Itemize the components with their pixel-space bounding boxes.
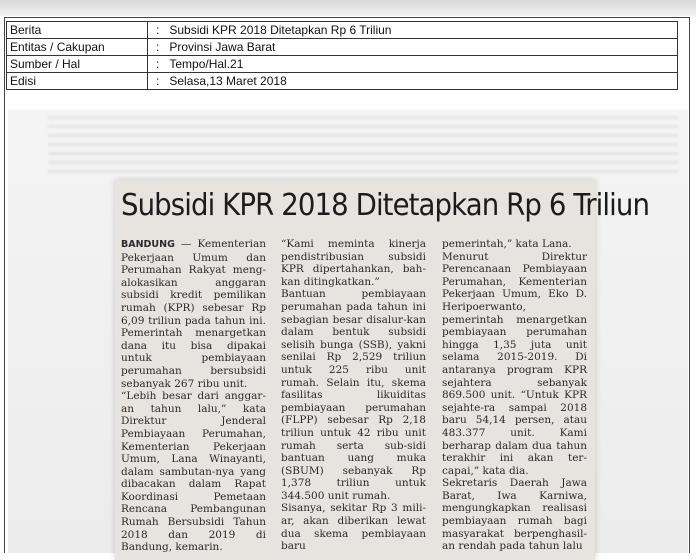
bleed-through-text [48, 116, 678, 178]
meta-value: Subsidi KPR 2018 Ditetapkan Rp 6 Triliun [169, 22, 392, 37]
article-dateline: BANDUNG [121, 239, 175, 250]
meta-value: Selasa,13 Maret 2018 [169, 73, 287, 88]
meta-value: Tempo/Hal.21 [169, 56, 244, 71]
meta-label: Berita [7, 22, 148, 39]
meta-row-edisi [7, 73, 678, 90]
meta-value-cell [148, 56, 678, 73]
meta-value: Provinsi Jawa Barat [169, 39, 276, 54]
article-column-1-text: — Kementerian Pekerjaan Umum dan Perumahan Rakyat meng-alokasikan anggaran subsidi kredit pemilikan rumah (KPR) sebesar Rp 6,09 triliun pada tahun ini. Pemerintah menargetkan dana itu bisa dipakai untuk pembiayaan perumahan bersubsidi sebanyak 267 ribu unit. “Lebih besar dari anggar-an tahun lalu,” kata Direktur Jenderal Pembiayaan Perumahan, Kementerian Pekerjaan Umum, Lana Winayanti, dalam sambutan-nya yang dibacakan dalam Rapat Koordinasi Pemetaan Rencana Pembangunan Rumah Bersubsidi Tahun 2018 dan 2019 di Bandung, kemarin. [121, 238, 266, 554]
meta-row-sumber [7, 56, 678, 73]
meta-separator: : [156, 39, 160, 54]
metadata-table [6, 21, 678, 90]
meta-row-berita [7, 22, 678, 39]
meta-row-entitas [7, 39, 678, 56]
meta-label: Sumber / Hal [7, 56, 148, 73]
article-column-3: pemerintah,” kata Lana. Menurut Direktur Perencanaan Pembiayaan Perumahan, Kementerian Pekerjaan Umum, Eko D. Heripoerwanto, pemerintah menargetkan pembiayaan perumahan hingga 1,35 juta unit selama 2015-2019. Di antaranya program KPR sejahtera sebanyak 869.500 unit. “Untuk KPR sejahte-ra sampai 2018 baru 54,14 persen, atau 483.377 unit. Kami berharap dalam dua tahun terakhir ini akan ter-capai,” kata dia. Sekretaris Daerah Jawa Barat, Iwa Karniwa, mengungkapkan realisasi pembiayaan rumah bagi masyarakat berpenghasil-an rendah pada tahun lalu [442, 238, 587, 553]
meta-value-cell [148, 73, 678, 90]
top-strip [0, 0, 696, 16]
meta-separator: : [156, 22, 160, 37]
newspaper-clipping-area [8, 110, 688, 553]
meta-label: Entitas / Cakupan [7, 39, 148, 56]
article-column-2: “Kami meminta kinerja pendistribusian subsidi KPR dipertahankan, bah-kan ditingkatkan.” Bantuan pembiayaan perumahan pada tahun ini sebagian besar disalur-kan dalam bentuk subsidi selisih bunga (SSB), yakni senilai Rp 2,529 triliun untuk 225 ribu unit rumah. Selain itu, skema fasilitas likuiditas pembiayaan perumahan (FLPP) sebesar Rp 2,18 triliun untuk 42 ribu unit rumah serta sub-sidi bantuan uang muka (SBUM) sebanyak Rp 1,378 triliun untuk 344.500 unit rumah. Sisanya, sekitar Rp 3 mili-ar, akan diberikan lewat dua skema pembiayaan baru [281, 238, 426, 553]
meta-separator: : [156, 73, 160, 88]
meta-separator: : [156, 56, 160, 71]
meta-value-cell [148, 39, 678, 56]
article-headline: Subsidi KPR 2018 Ditetapkan Rp 6 Triliun [121, 188, 650, 223]
article-clipping [115, 180, 650, 560]
article-column-1 [121, 238, 266, 554]
meta-label: Edisi [7, 73, 148, 90]
meta-value-cell [148, 22, 678, 39]
